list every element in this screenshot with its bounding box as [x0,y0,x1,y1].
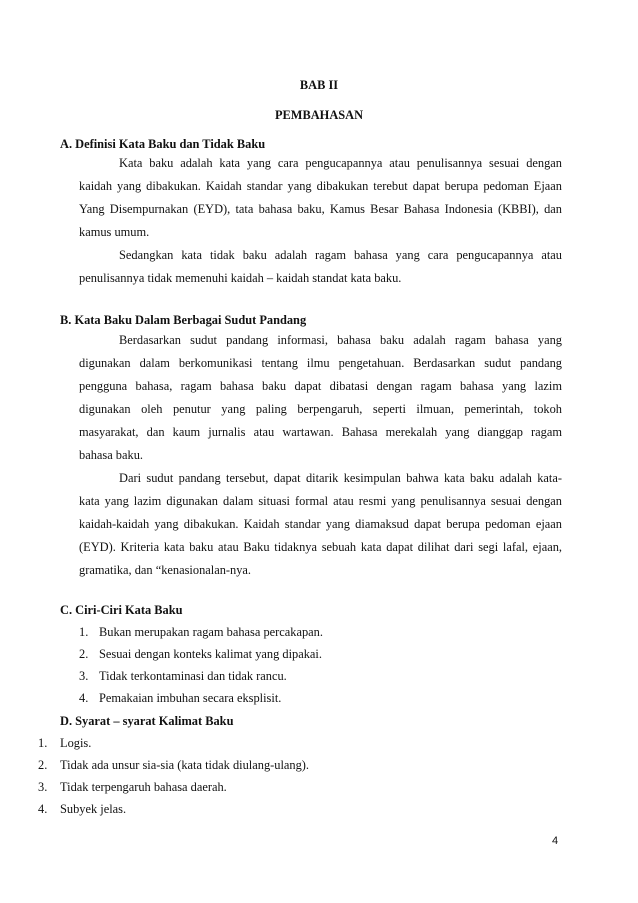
section-a-p1-line: Yang Disempurnakan (EYD), tata bahasa baku, Kamus Besar Bahasa Indonesia (KBBI), dan [79,202,562,216]
section-d-heading: D. Syarat – syarat Kalimat Baku [60,714,234,728]
section-b-p1-line: pengguna bahasa, ragam bahasa baku dapat dibatasi dengan ragam bahasa yang lazim [79,379,562,393]
list-item-number: 3. [79,669,89,683]
list-item-number: 1. [38,736,48,750]
list-item-number: 2. [38,758,48,772]
section-b-p1-line: digunakan dalam berkomunikasi tentang ilmu pengetahuan. Berdasarkan sudut pandang [79,356,562,370]
page-number: 4 [552,835,559,847]
list-item-number: 4. [38,802,48,816]
list-item: Pemakaian imbuhan secara eksplisit. [99,691,282,705]
list-item: Tidak terpengaruh bahasa daerah. [60,780,227,794]
section-b-p2-line: gramatika, dan “kenasionalan-nya. [79,563,252,577]
section-b-p1-line: digunakan oleh penutur yang paling berpengaruh, seperti ilmuan, pemerintah, tokoh [79,402,562,416]
list-item: Sesuai dengan konteks kalimat yang dipakai. [99,647,322,661]
section-b-heading: B. Kata Baku Dalam Berbagai Sudut Pandang [60,313,307,327]
list-item: Subyek jelas. [60,802,127,816]
list-item: Logis. [60,736,92,750]
list-item-number: 2. [79,647,89,661]
section-a-p2-line: penulisannya tidak memenuhi kaidah – kaidah standat kata baku. [79,271,402,285]
section-b-p1-line: masyarakat, dan kaum jurnalis atau wartawan. Bahasa merekalah yang dianggap ragam [79,425,562,439]
chapter-label: BAB II [299,78,339,92]
section-b-p1-line: bahasa baku. [79,448,143,462]
section-b-p2-line: kata yang lazim digunakan dalam situasi formal atau resmi yang penulisannya sesuai dengan [79,494,562,508]
list-item-number: 4. [79,691,89,705]
list-item-number: 1. [79,625,89,639]
section-a-p1-line: Kata baku adalah kata yang cara pengucapannya atau penulisannya sesuai dengan [119,156,562,170]
section-b-p2-line: kaidah-kaidah yang dibakukan. Kaidah standar yang diamaksud dapat berupa pedoman ejaan [79,517,562,531]
list-item: Bukan merupakan ragam bahasa percakapan. [99,625,323,639]
section-b-p2-line: Dari sudut pandang tersebut, dapat ditarik kesimpulan bahwa kata baku adalah kata- [119,471,562,485]
section-a-heading: A. Definisi Kata Baku dan Tidak Baku [60,137,266,151]
list-item: Tidak ada unsur sia-sia (kata tidak diulang-ulang). [60,758,310,772]
section-a-p1-line: kaidah yang dibakukan. Kaidah standar yang dibakukan terebut dapat berupa pedoman Ejaan [79,179,562,193]
list-item: Tidak terkontaminasi dan tidak rancu. [99,669,287,683]
chapter-title: PEMBAHASAN [274,108,364,122]
section-b-p1-line: Berdasarkan sudut pandang informasi, bahasa baku adalah ragam bahasa yang [119,333,562,347]
section-c-heading: C. Ciri-Ciri Kata Baku [60,603,183,617]
list-item-number: 3. [38,780,48,794]
section-b-p2-line: (EYD). Kriteria kata baku atau Baku tidaknya sebuah kata dapat dilihat dari segi lafal, ejaan, [79,540,562,554]
section-a-p1-line: kamus umum. [79,225,150,239]
section-a-p2-line: Sedangkan kata tidak baku adalah ragam bahasa yang cara pengucapannya atau [119,248,562,262]
